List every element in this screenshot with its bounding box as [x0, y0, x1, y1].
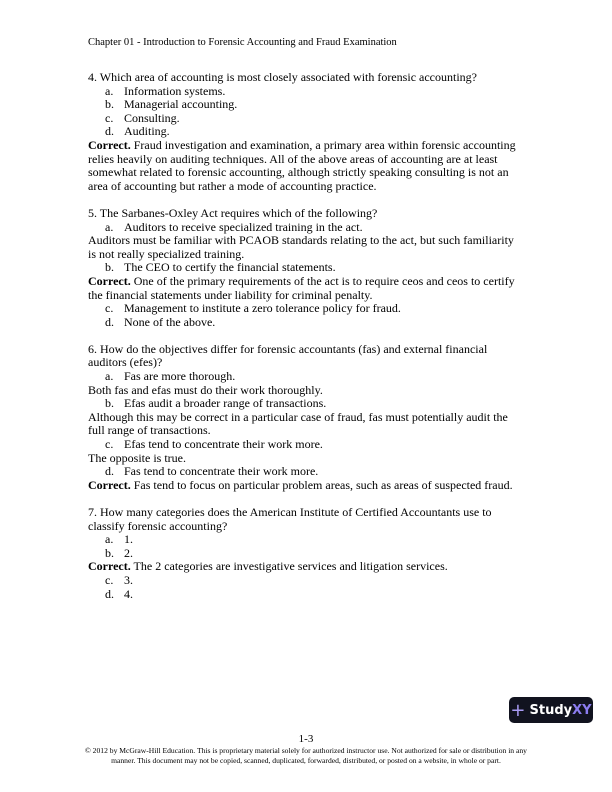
option-label: a. [105, 219, 114, 234]
blank-line [88, 329, 528, 343]
explanation-line [88, 424, 528, 438]
line-text: Although this may be correct in a particular case of fraud, fas must potentially audit the [88, 409, 508, 424]
question [88, 343, 528, 357]
line-text: Auditing. [124, 124, 170, 139]
line-text: Auditors to receive specialized training in the act. [124, 219, 363, 234]
answer-option [88, 533, 528, 547]
line-text: 6. How do the objectives differ for forensic accountants (fas) and external financial [88, 341, 488, 356]
option-label: c. [105, 301, 114, 316]
answer-option [88, 588, 528, 602]
line-text: area of accounting but rather a mode of accounting practice. [88, 178, 377, 193]
option-label: b. [105, 545, 114, 560]
line-text: The opposite is true. [88, 450, 186, 465]
line-text: 3. [124, 572, 133, 587]
line-text: Fas tend to focus on particular problem areas, such as areas of suspected fraud. [130, 477, 513, 492]
explanation-line [88, 384, 528, 398]
copyright-footer: © 2012 by McGraw-Hill Education. This is proprietary material solely for authorized instructor use. Not authorized for sale or distribution in any manner. This document may not be copied, scanned, duplicated, forwarded, distributed, or posted on a website, in whole or part. [85, 746, 527, 765]
answer-option [88, 221, 528, 235]
line-text: is not really specialized training. [88, 246, 245, 261]
correct-label: Correct. [88, 273, 131, 288]
line-text: Fraud investigation and examination, a primary area within forensic accounting [130, 137, 516, 152]
option-label: c. [105, 437, 114, 452]
answer-option [88, 397, 528, 411]
line-text: Efas tend to concentrate their work more. [124, 437, 323, 452]
line-text: full range of transactions. [88, 423, 211, 438]
option-label: a. [105, 369, 114, 384]
line-text: None of the above. [124, 314, 216, 329]
studyxy-logo[interactable] [509, 697, 593, 723]
correct-label: Correct. [88, 477, 131, 492]
line-text: auditors (efes)? [88, 355, 163, 370]
blank-line [88, 492, 528, 506]
line-text: relies heavily on auditing techniques. All of the above areas of accounting are at least [88, 151, 498, 166]
explanation-line [88, 180, 528, 194]
question [88, 71, 528, 85]
explanation-line [88, 234, 528, 248]
answer-option [88, 370, 528, 384]
line-text: 7. How many categories does the American Institute of Certified Accountants use to [88, 505, 492, 519]
explanation-line [88, 411, 528, 425]
explanation-line [88, 153, 528, 167]
line-text: 5. The Sarbanes-Oxley Act requires which of the following? [88, 205, 378, 220]
line-text: The CEO to certify the financial statements. [124, 260, 336, 275]
answer-option [88, 547, 528, 561]
line-text: Consulting. [124, 110, 180, 125]
answer-option [88, 112, 528, 126]
page-number: 1-3 [298, 733, 314, 745]
answer-option [88, 125, 528, 139]
line-text: somewhat related to forensic accounting, although strictly speaking consulting is not an [88, 165, 509, 180]
blank-line [88, 193, 528, 207]
line-text: Managerial accounting. [124, 97, 238, 112]
answer-option [88, 261, 528, 275]
option-label: d. [105, 464, 114, 479]
line-text: Efas audit a broader range of transactions. [124, 396, 327, 411]
option-label: d. [105, 124, 114, 139]
answer-option [88, 98, 528, 112]
answer-option [88, 465, 528, 479]
option-label: b. [105, 97, 114, 112]
option-label: a. [105, 532, 114, 547]
explanation-line [88, 356, 528, 370]
explanation-line [88, 166, 528, 180]
correct-label: Correct. [88, 559, 131, 574]
option-label: c. [105, 572, 114, 587]
answer-option [88, 574, 528, 588]
explanation-line [88, 520, 528, 534]
line-text: the financial statements under liability for criminal penalty. [88, 287, 373, 302]
line-text: 2. [124, 545, 133, 560]
page-header: Chapter 01 - Introduction to Forensic Accounting and Fraud Examination [88, 37, 397, 48]
option-label: d. [105, 586, 114, 601]
line-text: One of the primary requirements of the act is to require ceos and ceos to certify [130, 273, 515, 288]
line-text: 4. [124, 586, 133, 601]
line-text: Information systems. [124, 83, 226, 98]
correct-label: Correct. [88, 137, 131, 152]
answer-option [88, 85, 528, 99]
line-text: classify forensic accounting? [88, 518, 228, 533]
plus-icon: + [510, 699, 526, 721]
explanation-line [88, 248, 528, 262]
option-label: d. [105, 314, 114, 329]
logo-study: Study [529, 702, 573, 718]
answer-option [88, 316, 528, 330]
option-label: a. [105, 83, 114, 98]
question [88, 207, 528, 221]
line-text: Fas tend to concentrate their work more. [124, 464, 319, 479]
option-label: c. [105, 110, 114, 125]
answer-option [88, 438, 528, 452]
line-text: Auditors must be familiar with PCAOB standards relating to the act, but such familiarity [88, 233, 514, 248]
option-label: b. [105, 260, 114, 275]
logo-xy: XY [572, 702, 592, 718]
line-text: 1. [124, 532, 133, 547]
line-text: Fas are more thorough. [124, 369, 236, 384]
option-label: b. [105, 396, 114, 411]
line-text: The 2 categories are investigative services and litigation services. [130, 559, 448, 574]
question [88, 506, 528, 520]
line-text: Management to institute a zero tolerance policy for fraud. [124, 301, 401, 316]
answer-option [88, 302, 528, 316]
correct-explanation [88, 560, 528, 574]
correct-explanation [88, 275, 528, 289]
line-text: 4. Which area of accounting is most closely associated with forensic accounting? [88, 70, 477, 84]
correct-explanation [88, 479, 528, 493]
explanation-line [88, 452, 528, 466]
explanation-line [88, 289, 528, 303]
document-body [88, 71, 528, 601]
line-text: Both fas and efas must do their work thoroughly. [88, 382, 323, 397]
correct-explanation [88, 139, 528, 153]
